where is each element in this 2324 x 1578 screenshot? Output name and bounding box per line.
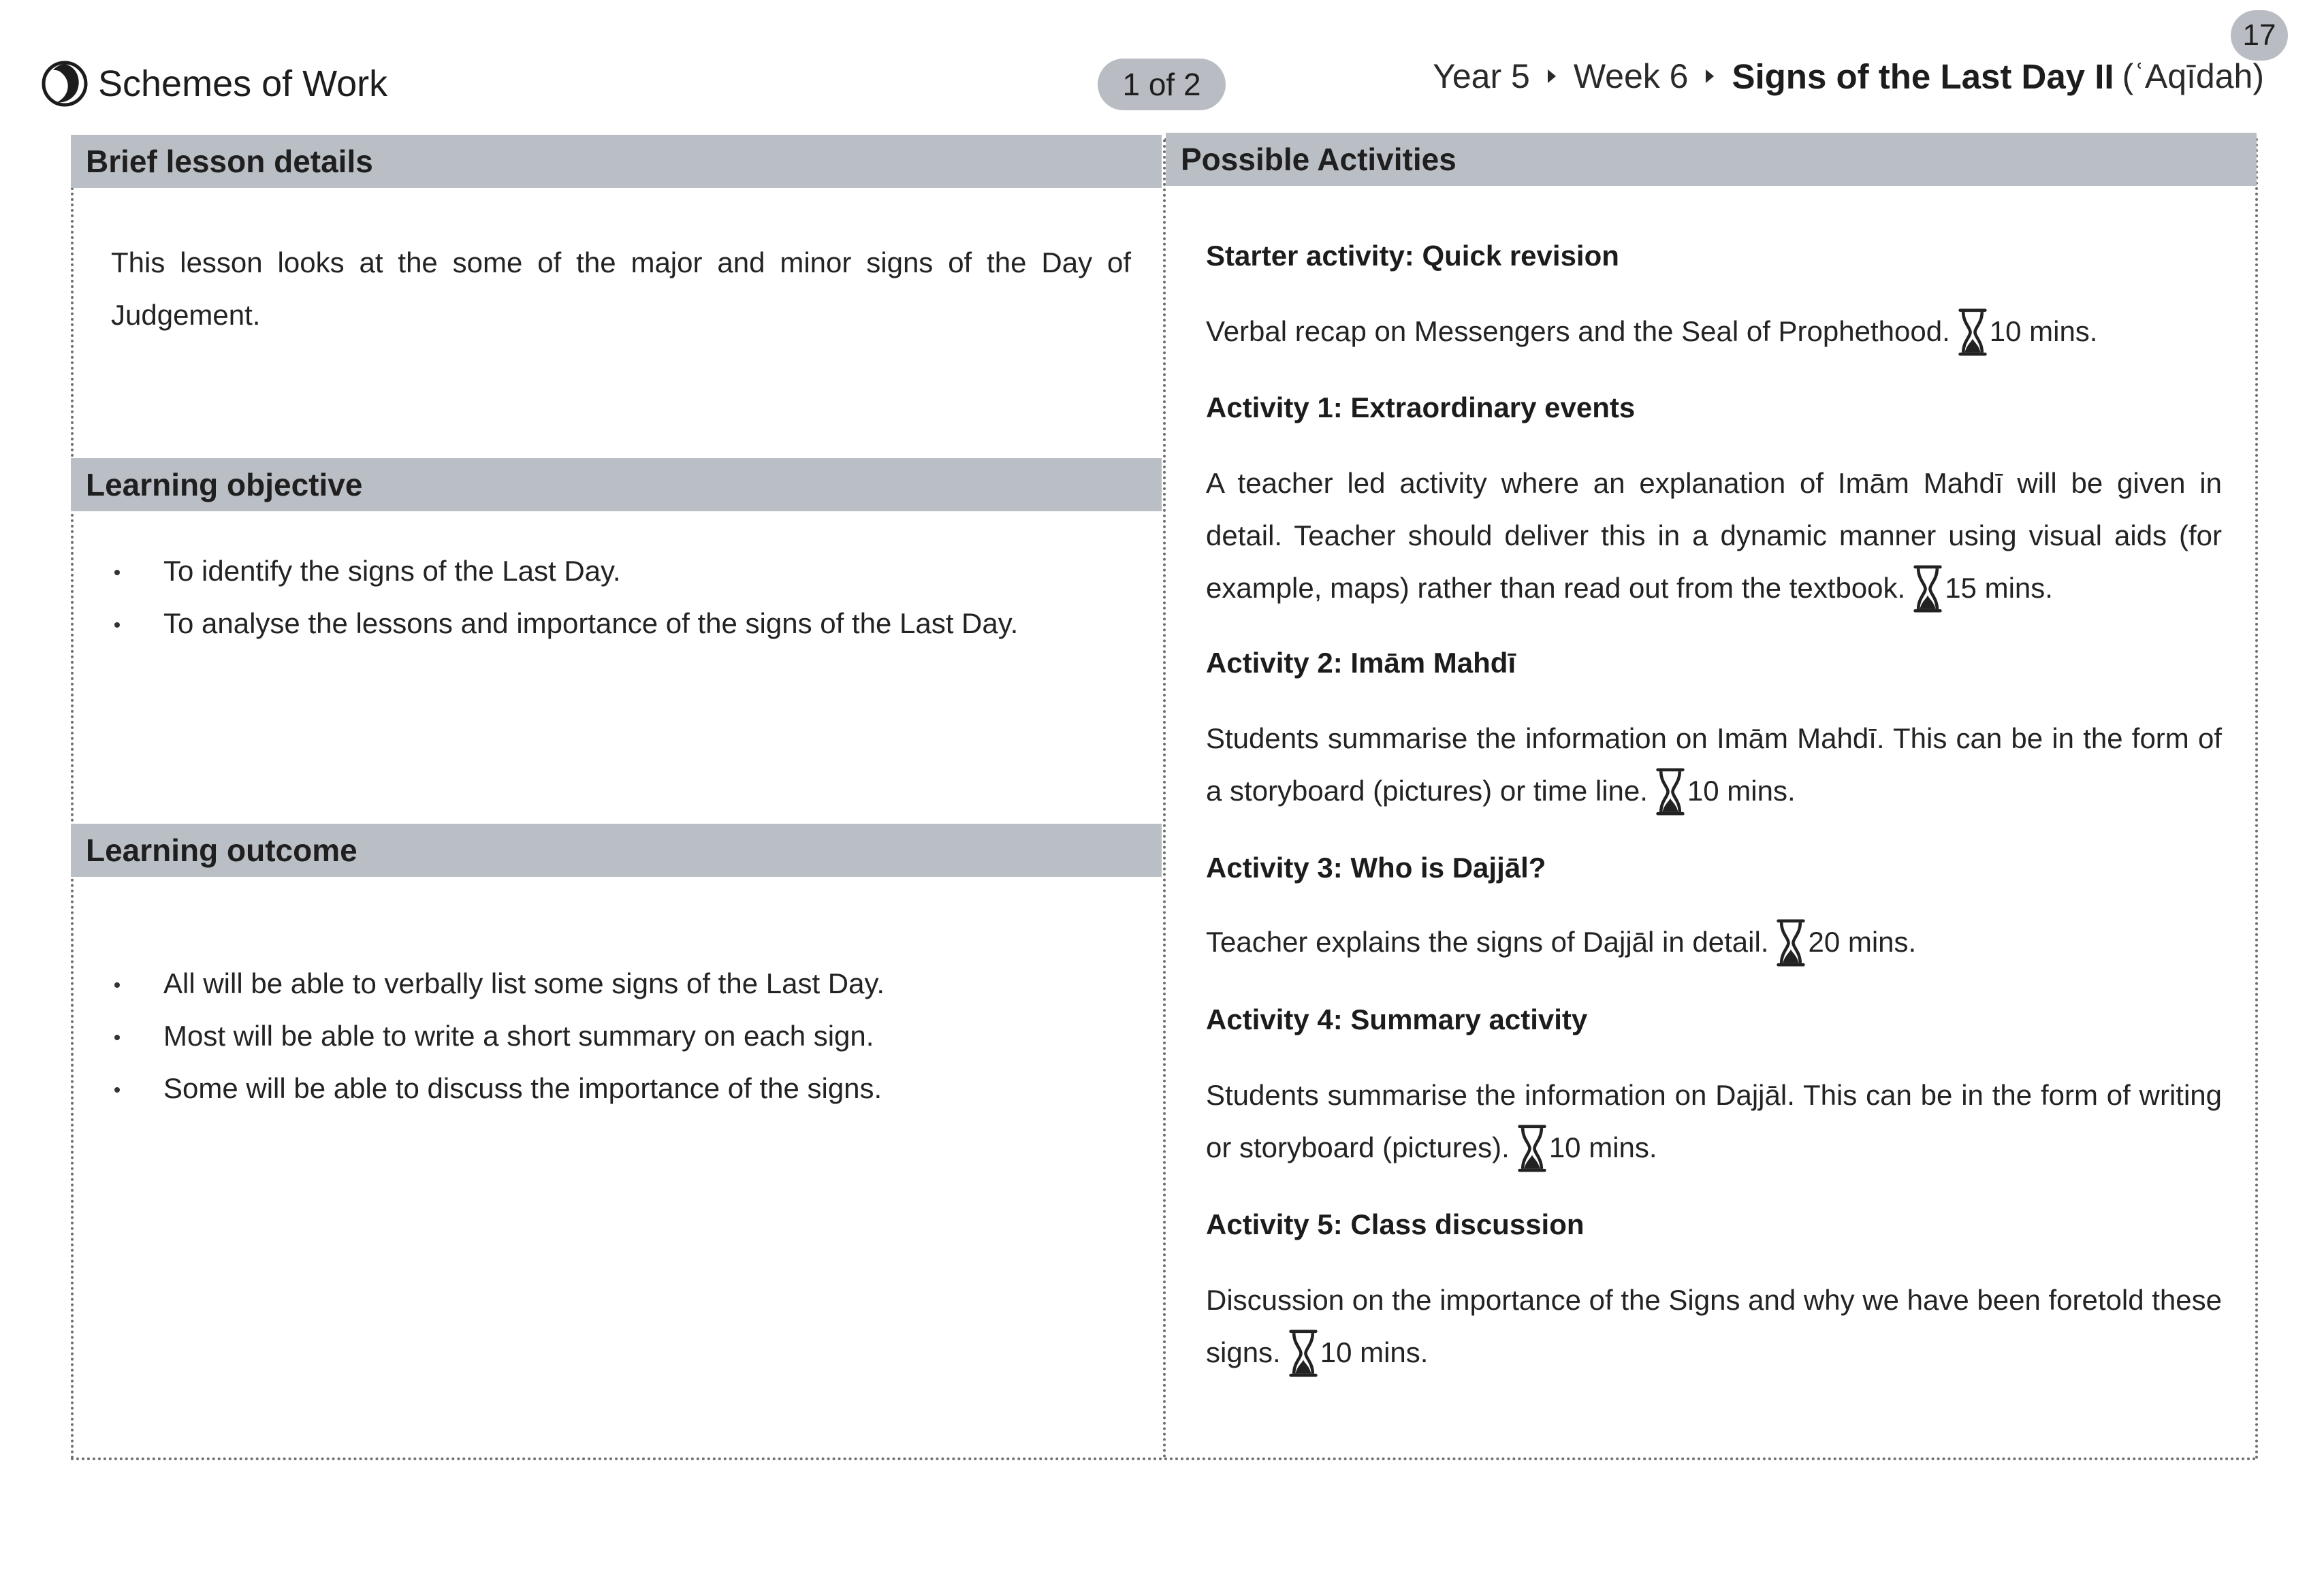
hourglass-icon bbox=[1516, 1123, 1548, 1174]
activity-description: Discussion on the importance of the Signs and why we have been foretold these signs. bbox=[1206, 1284, 2222, 1368]
activity-duration: 20 mins. bbox=[1808, 926, 1917, 958]
activity-duration: 15 mins. bbox=[1945, 572, 2053, 604]
breadcrumb-year: Year 5 bbox=[1433, 57, 1530, 95]
hourglass-icon bbox=[1957, 307, 1988, 357]
page-indicator: 1 of 2 bbox=[1098, 59, 1226, 110]
activity-1-heading: Activity 1: Extraordinary events bbox=[1206, 391, 1636, 423]
breadcrumb-arrow-icon bbox=[1706, 69, 1714, 83]
activity-description: Verbal recap on Messengers and the Seal of Prophethood. bbox=[1206, 315, 1950, 347]
activity-duration: 10 mins. bbox=[1687, 775, 1796, 807]
activity-3-heading: Activity 3: Who is Dajjāl? bbox=[1206, 852, 1546, 884]
activity-duration: 10 mins. bbox=[1320, 1336, 1429, 1368]
list-item: To identify the signs of the Last Day. bbox=[110, 545, 1152, 597]
activity-description: Students summarise the information on Dajjāl. This can be in the form of writing or storyboard (pictures). bbox=[1206, 1079, 2222, 1163]
learning-objective-heading: Learning objective bbox=[71, 458, 1162, 511]
schemes-logo-icon bbox=[41, 60, 89, 108]
hourglass-icon bbox=[1288, 1328, 1319, 1379]
column-divider bbox=[1163, 140, 1166, 1459]
starter-activity-heading: Starter activity: Quick revision bbox=[1206, 240, 1619, 272]
activity-5-heading: Activity 5: Class discussion bbox=[1206, 1208, 1585, 1240]
hourglass-icon bbox=[1912, 564, 1943, 614]
list-item: To analyse the lessons and importance of the signs of the Last Day. bbox=[110, 597, 1152, 649]
activity-duration: 10 mins. bbox=[1989, 315, 2098, 347]
page-number: 17 bbox=[2231, 10, 2288, 61]
lesson-title: Signs of the Last Day II bbox=[1732, 57, 2114, 96]
activity-description: Students summarise the information on Imām Mahdī. This can be in the form of a storyboard (pictures) or time line. bbox=[1206, 722, 2222, 807]
breadcrumb-week: Week 6 bbox=[1573, 57, 1689, 95]
lesson-subject: (ʿAqīdah) bbox=[2122, 57, 2264, 95]
activity-1-text bbox=[1206, 457, 2222, 614]
breadcrumb bbox=[1433, 54, 2264, 98]
activity-4-text bbox=[1206, 1069, 2222, 1174]
brief-lesson-text: This lesson looks at the some of the major and minor signs of the Day of Judgement. bbox=[111, 246, 1131, 331]
activity-2-text bbox=[1206, 712, 2222, 817]
activity-5-text bbox=[1206, 1274, 2222, 1379]
hourglass-icon bbox=[1655, 767, 1686, 817]
list-item: Most will be able to write a short summary on each sign. bbox=[110, 1010, 1152, 1062]
learning-outcome-list bbox=[110, 957, 1152, 1114]
activity-3-text bbox=[1206, 916, 2222, 968]
activity-duration: 10 mins. bbox=[1548, 1131, 1657, 1163]
list-item: Some will be able to discuss the importance of the signs. bbox=[110, 1062, 1152, 1114]
list-item: All will be able to verbally list some signs of the Last Day. bbox=[110, 957, 1152, 1010]
activity-2-heading: Activity 2: Imām Mahdī bbox=[1206, 647, 1516, 679]
starter-activity-text bbox=[1206, 305, 2222, 357]
activity-description: Teacher explains the signs of Dajjāl in detail. bbox=[1206, 926, 1769, 958]
learning-objective-list bbox=[110, 545, 1152, 649]
learning-outcome-heading: Learning outcome bbox=[71, 824, 1162, 877]
breadcrumb-arrow-icon bbox=[1548, 69, 1556, 83]
activity-4-heading: Activity 4: Summary activity bbox=[1206, 1003, 1588, 1035]
possible-activities-heading: Possible Activities bbox=[1166, 133, 2257, 186]
activity-description: A teacher led activity where an explanation of Imām Mahdī will be given in detail. Teacher should deliver this in a dynamic manner using visual aids (for example, maps) rather than read out from the textbook. bbox=[1206, 467, 2222, 604]
brand bbox=[41, 60, 387, 108]
brand-name: Schemes of Work bbox=[98, 63, 388, 104]
hourglass-icon bbox=[1775, 918, 1806, 968]
brief-lesson-heading: Brief lesson details bbox=[71, 135, 1162, 188]
